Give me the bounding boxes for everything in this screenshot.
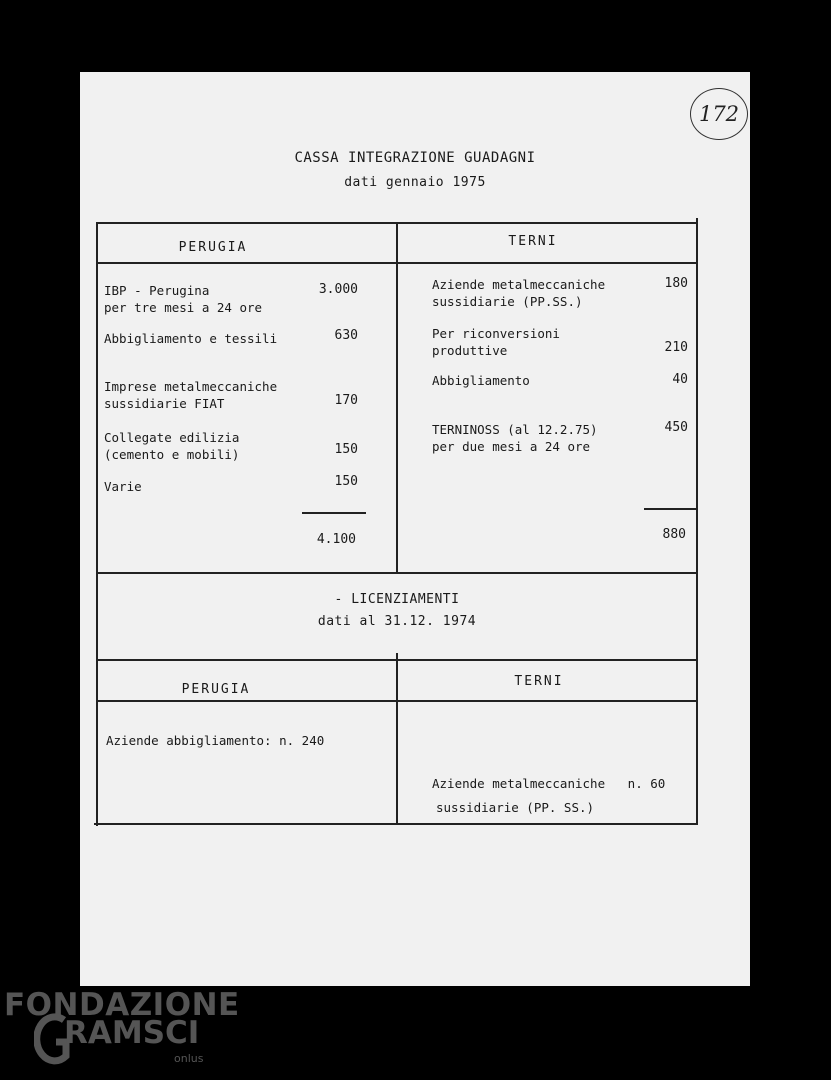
terni-item-value: 180 — [664, 276, 688, 291]
perugia-item-label: Abbigliamento e tessili — [104, 331, 278, 346]
licenziamenti-terni-text: Aziende metalmeccaniche n. 60 sussidiarie (PP. SS.) — [432, 776, 666, 815]
page-number: 172 — [690, 88, 748, 140]
fondazione-gramsci-logo: FONDAZIONE RAMSCI onlus — [4, 990, 240, 1020]
licenziamenti-perugia-header: PERUGIA — [181, 682, 251, 697]
licenziamenti-perugia-text: Aziende abbigliamento: n. 240 — [106, 733, 325, 748]
perugia-item-label: Imprese metalmeccaniche sussidiarie FIAT — [104, 379, 278, 411]
terni-item-value: 450 — [664, 420, 688, 435]
terni-item-label: Per riconversioni produttive — [432, 326, 560, 358]
terni-sum-line — [644, 508, 696, 510]
licenziamenti-title: - LICENZIAMENTI — [334, 592, 460, 607]
perugia-item-value: 630 — [334, 328, 358, 343]
perugia-item-value: 150 — [334, 474, 358, 489]
perugia-sum-line — [302, 512, 366, 514]
perugia-total: 4.100 — [316, 532, 356, 547]
licenziamenti-subtitle: dati al 31.12. 1974 — [317, 614, 477, 629]
document-title: CASSA INTEGRAZIONE GUADAGNI — [294, 150, 536, 166]
perugia-item-value: 3.000 — [318, 282, 358, 297]
table-rule — [96, 222, 98, 826]
table-rule — [396, 222, 398, 572]
perugia-item-value: 150 — [334, 442, 358, 457]
table-rule — [96, 572, 698, 574]
licenziamenti-terni-header: TERNI — [514, 674, 564, 689]
terni-total: 880 — [662, 527, 686, 542]
terni-item-value: 40 — [672, 372, 688, 387]
perugia-header: PERUGIA — [178, 240, 248, 255]
terni-item-value: 210 — [664, 340, 688, 355]
perugia-item-label: Varie — [104, 479, 142, 494]
terni-item-label: Abbigliamento — [432, 373, 530, 388]
perugia-item-value: 170 — [334, 393, 358, 408]
terni-item-label: Aziende metalmeccaniche sussidiarie (PP.SS.) — [432, 277, 606, 309]
perugia-item-label: IBP - Perugina per tre mesi a 24 ore — [104, 283, 263, 315]
document-subtitle: dati gennaio 1975 — [344, 175, 486, 190]
table-rule — [696, 218, 698, 825]
perugia-item-label: Collegate edilizia (cemento e mobili) — [104, 430, 240, 462]
terni-header: TERNI — [508, 234, 558, 249]
terni-item-label: TERNINOSS (al 12.2.75) per due mesi a 24 ore — [432, 422, 598, 454]
